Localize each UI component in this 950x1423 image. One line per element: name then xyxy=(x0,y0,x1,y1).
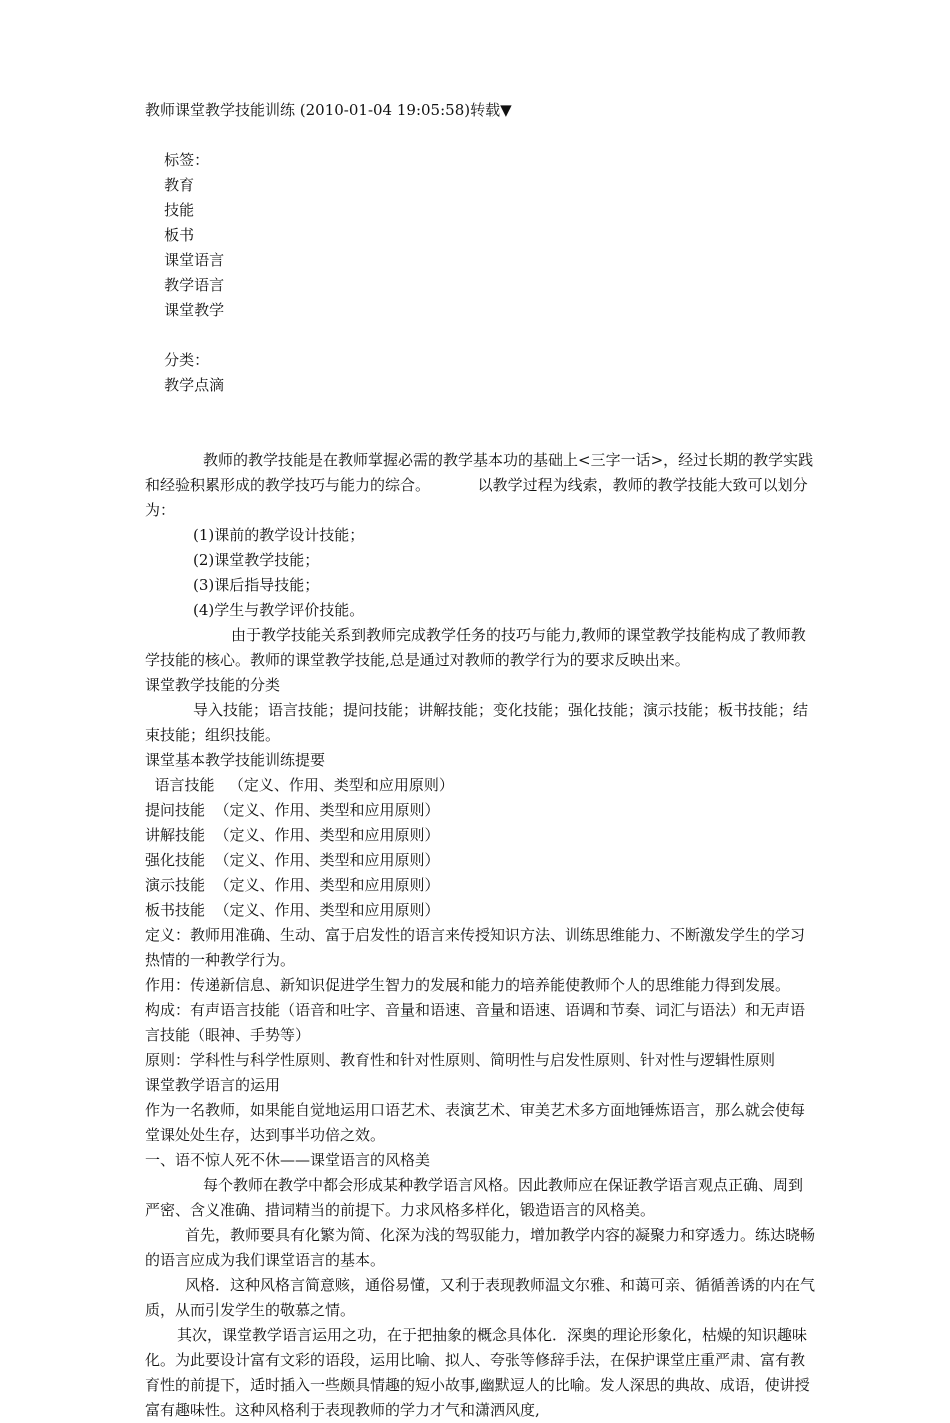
principle-paragraph: 原则：学科性与科学性原则、教育性和针对性原则、简明性与启发性原则、针对性与逻辑性原则 xyxy=(145,1051,776,1069)
section1-heading: 一、语不惊人死不休——课堂语言的风格美 xyxy=(145,1151,431,1169)
usage-paragraph: 作为一名教师，如果能自觉地运用口语艺术、表演艺术、审美艺术多方面地锤炼语言，那么就会使每堂课处处生存，达到事半功倍之效。 xyxy=(145,1101,806,1144)
skill-division-list xyxy=(145,523,815,623)
classification-heading: 课堂教学技能的分类 xyxy=(145,676,281,694)
list-item: (2)课堂教学技能； xyxy=(193,551,320,569)
skill-item: 强化技能 （定义、作用、类型和应用原则） xyxy=(145,851,440,869)
definition-paragraph: 定义：教师用准确、生动、富于启发性的语言来传授知识方法、训练思维能力、不断激发学生的学习热情的一种教学行为。 xyxy=(145,926,806,969)
tags-label: 标签： xyxy=(164,151,210,169)
category-link[interactable]: 教学点滴 xyxy=(164,376,225,394)
skill-item: 讲解技能 （定义、作用、类型和应用原则） xyxy=(145,826,440,844)
category-label: 分类： xyxy=(164,351,210,369)
tag-classroom-language[interactable]: 课堂语言 xyxy=(164,251,225,269)
tag-classroom-teaching[interactable]: 课堂教学 xyxy=(164,301,225,319)
article-title: 教师课堂教学技能训练 (2010-01-04 19:05:58)转载▼ xyxy=(145,101,512,119)
tag-blackboard[interactable]: 板书 xyxy=(164,226,195,244)
tag-skill[interactable]: 技能 xyxy=(164,201,195,219)
usage-heading: 课堂教学语言的运用 xyxy=(145,1076,281,1094)
skills-list xyxy=(145,773,815,923)
structure-paragraph: 构成：有声语言技能（语音和吐字、音量和语速、音量和语速、语调和节奏、词汇与语法）和无声语言技能（眼神、手势等） xyxy=(145,1001,806,1044)
skill-item: 演示技能 （定义、作用、类型和应用原则） xyxy=(145,876,440,894)
training-heading: 课堂基本教学技能训练提要 xyxy=(145,751,326,769)
document-page xyxy=(145,98,815,1423)
intro-paragraph: 教师的教学技能是在教师掌握必需的教学基本功的基础上<三字一话>，经过长期的教学实践和经验积累形成的教学技巧与能力的综合。 以教学过程为线索，教师的教学技能大致可以划分为： xyxy=(145,451,814,519)
list-item: (4)学生与教学评价技能。 xyxy=(193,601,365,619)
function-paragraph: 作用：传递新信息、新知识促进学生智力的发展和能力的培养能使教师个人的思维能力得到发展。 xyxy=(145,976,791,994)
classification-list: 导入技能；语言技能；提问技能；讲解技能；变化技能；强化技能；演示技能；板书技能；结束技能；组织技能。 xyxy=(145,701,809,744)
style-paragraph: 每个教师在教学中都会形成某种教学语言风格。因此教师应在保证教学语言观点正确、周到严密、含义准确、措词精当的前提下。力求风格多样化，锻造语言的风格美。 xyxy=(145,1176,804,1219)
skill-item: 提问技能 （定义、作用、类型和应用原则） xyxy=(145,801,440,819)
tag-education[interactable]: 教育 xyxy=(164,176,195,194)
skill-item: 板书技能 （定义、作用、类型和应用原则） xyxy=(145,901,440,919)
list-item: (1)课前的教学设计技能； xyxy=(193,526,365,544)
skill-item: 语言技能 （定义、作用、类型和应用原则） xyxy=(145,776,454,794)
fengge-paragraph: 风格．这种风格言简意赅，通俗易懂，又利于表现教师温文尔雅、和蔼可亲、循循善诱的内在气质，从而引发学生的敬慕之情。 xyxy=(145,1276,816,1319)
core-paragraph: 由于教学技能关系到教师完成教学任务的技巧与能力,教师的课堂教学技能构成了教师教学技能的核心。教师的课堂教学技能,总是通过对教师的教学行为的要求反映出来。 xyxy=(145,626,806,669)
tags-row xyxy=(145,123,815,423)
second-paragraph: 其次，课堂教学语言运用之功，在于把抽象的概念具体化．深奥的理论形象化，枯燥的知识趣味化。为此要设计富有文彩的语段，运用比喻、拟人、夸张等修辞手法，在保护课堂庄重严肃、富有教育性的前提下，适时插入一些颇具情趣的短小故事,幽默逗人的比喻。发人深思的典故、成语，使讲授富有趣味性。这种风格利于表现教师的学力才气和潇洒风度, xyxy=(145,1326,810,1419)
list-item: (3)课后指导技能； xyxy=(193,576,320,594)
first-paragraph: 首先，教师要具有化繁为简、化深为浅的驾驭能力，增加教学内容的凝聚力和穿透力。练达晓畅的语言应成为我们课堂语言的基本。 xyxy=(145,1226,816,1269)
tag-teaching-language[interactable]: 教学语言 xyxy=(164,276,225,294)
